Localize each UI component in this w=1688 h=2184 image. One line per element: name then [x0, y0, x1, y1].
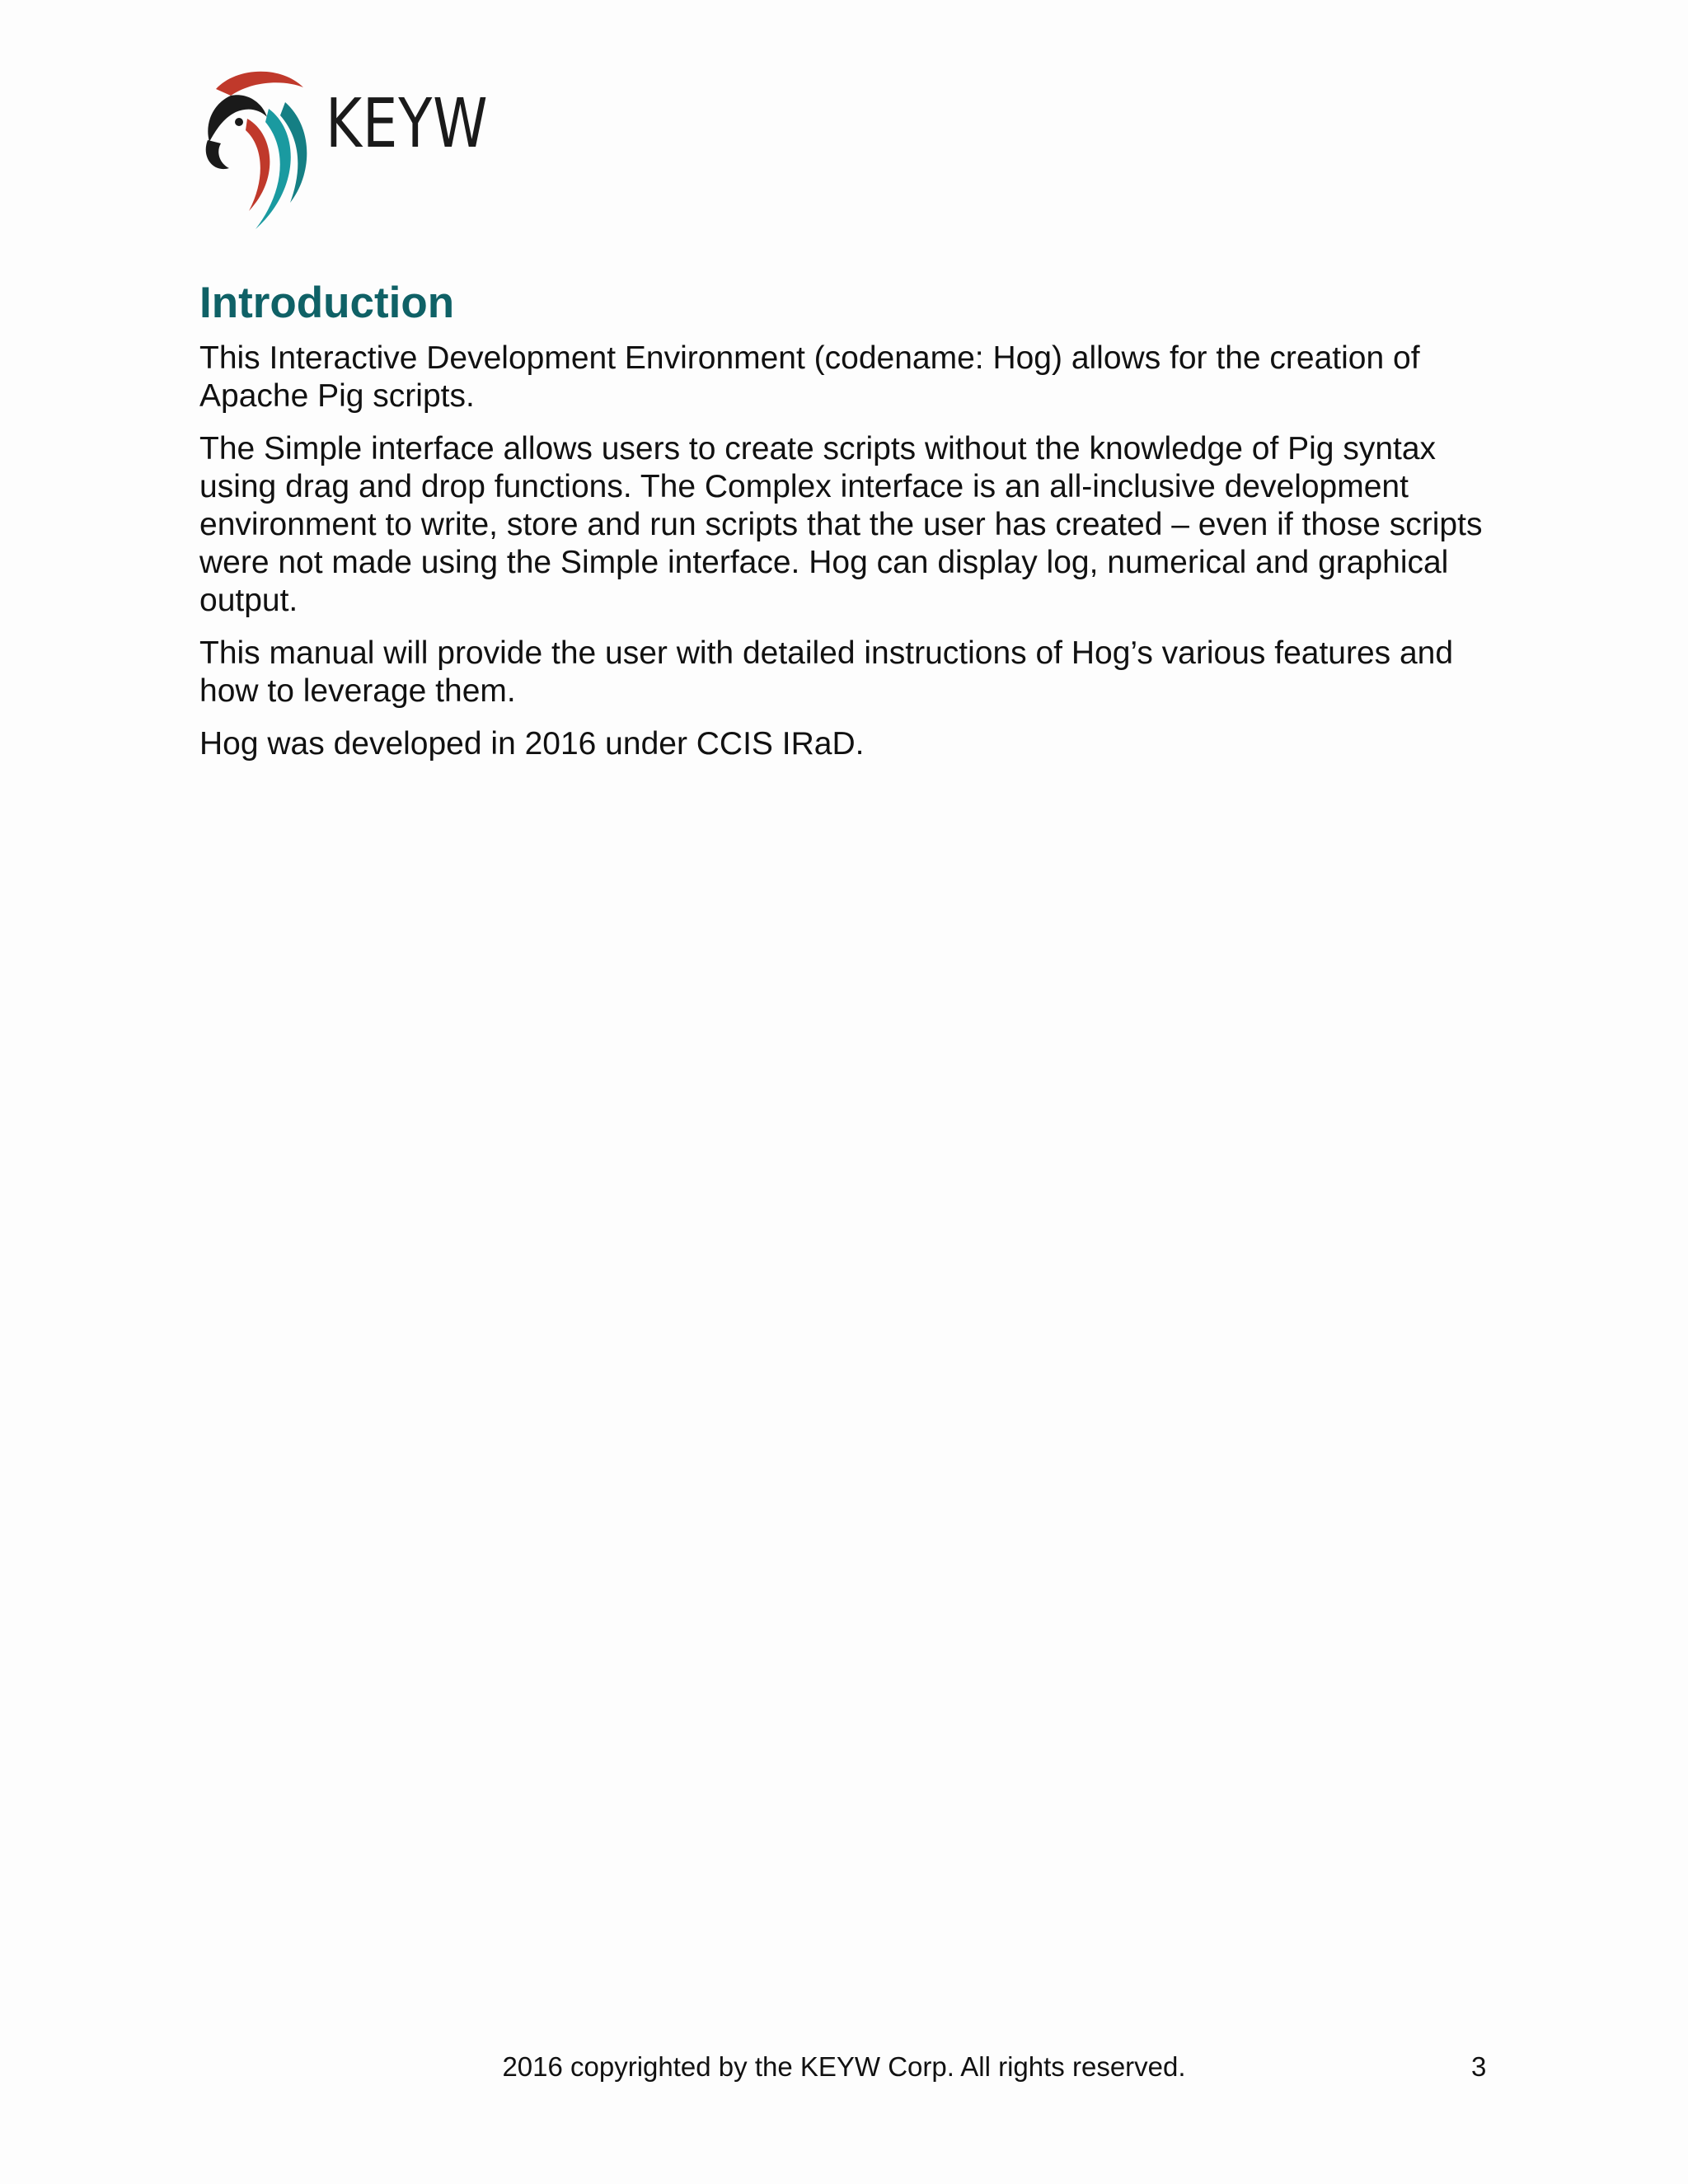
intro-paragraph-1: This Interactive Development Environment (codename: Hog) allows for the creation of Apache Pig scripts. — [199, 340, 1420, 414]
company-logo — [198, 64, 489, 229]
section-heading: Introduction — [199, 279, 455, 327]
intro-paragraph-3: This manual will provide the user with detailed instructions of Hog’s various features and how to leverage them. — [199, 635, 1454, 709]
footer-copyright: 2016 copyrighted by the KEYW Corp. All rights reserved. — [502, 2051, 1186, 2082]
intro-paragraph-4: Hog was developed in 2016 under CCIS IRaD. — [199, 725, 865, 762]
page-number: 3 — [1471, 2051, 1487, 2082]
parrot-icon — [198, 64, 313, 229]
document-body — [199, 279, 1485, 778]
logo-wordmark: KEYW — [326, 85, 489, 163]
intro-paragraph-2: The Simple interface allows users to create scripts without the knowledge of Pig syntax using drag and drop functions. The Complex interface is an all-inclusive development environment to write, store and run scripts that the user has created – even if those scripts were not made using the Simple interface. Hog can display log, numerical and graphical output. — [199, 430, 1483, 618]
